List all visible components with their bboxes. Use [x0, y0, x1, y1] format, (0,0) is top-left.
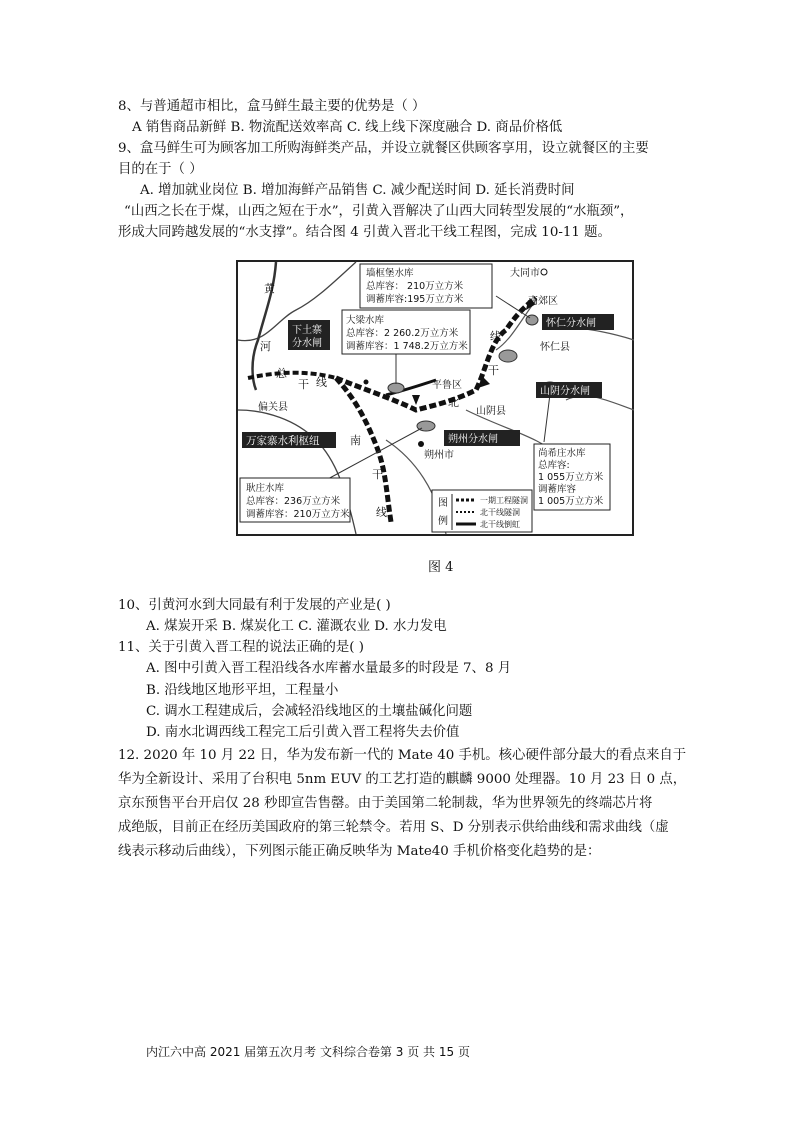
label-shanyin-county: 山阴县	[476, 406, 506, 417]
q8-options: A 销售商品新鲜 B. 物流配送效率高 C. 线上线下深度融合 D. 商品价格低	[132, 120, 563, 135]
q11-option-b: B. 沿线地区地形平坦，工程量小	[146, 683, 339, 698]
label-shangxi-cap2: 1 055万立方米	[538, 472, 604, 483]
label-gengzhuang-name: 耿庄水库	[246, 483, 285, 494]
q11-stem: 11、关于引黄入晋工程的说法正确的是( )	[118, 640, 364, 655]
label-shangxi-reg2: 1 005万立方米	[538, 496, 604, 507]
label-pianguan: 偏关县	[258, 402, 288, 413]
label-dalizhuang-reg: 调蓄库容：1 748.2万立方米	[346, 341, 468, 352]
page-footer: 内江六中高 2021 届第五次月考 文科综合卷第 3 页 共 15 页	[146, 1045, 470, 1059]
city-marker-icon	[364, 380, 369, 385]
q12-line2: 华为全新设计、采用了台积电 5nm EUV 的工艺打造的麒麟 9000 处理器。10 月 23 日 0 点，	[118, 772, 687, 787]
label-shuozhou: 朔州市	[424, 450, 454, 461]
label-shangxi-reg1: 调蓄库容	[538, 484, 577, 495]
label-zhuangbao-cap: 总库容： 210万立方米	[366, 281, 464, 292]
q8-stem: 8、与普通超市相比，盒马鲜生最主要的优势是（ ）	[118, 99, 426, 114]
label-dalizhuang-cap: 总库容：2 260.2万立方米	[346, 328, 459, 339]
q11-option-d: D. 南水北调西线工程完工后引黄入晋工程将失去价值	[146, 725, 460, 740]
label-xiatuzhai-1: 下土寨	[292, 325, 322, 336]
label-huairen-gate: 怀仁分水闸	[546, 318, 596, 329]
label-huairen-county: 怀仁县	[540, 342, 570, 353]
label-bei: 北	[448, 396, 459, 409]
label-yellow-river-2: 河	[260, 340, 271, 353]
q12-line5: 线表示移动后曲线），下列图示能正确反映华为 Mate40 手机价格变化趋势的是：	[118, 844, 601, 859]
label-datong: 大同市	[510, 268, 540, 279]
label-gan3: 干	[372, 468, 383, 481]
legend-item-1: 一期工程隧洞	[480, 496, 528, 505]
label-zhuangbao-reg: 调蓄库容:195万立方米	[366, 294, 464, 305]
q10-stem: 10、引黄河水到大同最有利于发展的产业是( )	[118, 598, 391, 613]
q12-line1: 12. 2020 年 10 月 22 日，华为发布新一代的 Mate 40 手机。核心硬件部分最大的看点来自于	[118, 748, 687, 763]
label-xiatuzhai-2: 分水闸	[292, 338, 322, 349]
q12-line3: 京东预售平台开启仅 28 秒即宣告售罄。由于美国第二轮制裁，华为世界领先的终端芯片将	[118, 796, 653, 811]
label-shuozhou-gate: 朔州分水闸	[448, 434, 498, 445]
label-wanjiazhai: 万家寨水利枢纽	[246, 435, 320, 447]
label-shanyin-gate: 山阴分水闸	[540, 386, 590, 397]
label-gengzhuang-cap: 总库容：236万立方米	[246, 496, 341, 507]
q9-stem-line2: 目的在于（ ）	[118, 162, 203, 177]
label-gengzhuang-reg: 调蓄库容：210万立方米	[246, 509, 350, 520]
figure-4-map	[236, 260, 634, 536]
label-pinglu: 平鲁区	[432, 380, 462, 391]
city-marker-icon	[418, 441, 424, 447]
label-gan2: 干	[488, 364, 499, 377]
legend-title-1: 图	[438, 498, 448, 509]
label-shangxi-cap1: 总库容:	[538, 460, 570, 471]
reservoir-icon	[499, 350, 517, 362]
label-yellow-river-1: 黄	[264, 282, 275, 295]
label-zong: 总	[276, 367, 287, 380]
q11-option-c: C. 调水工程建成后，会减轻沿线地区的土壤盐碱化问题	[146, 704, 473, 719]
figure-caption: 图 4	[428, 560, 454, 575]
label-nanjiao: 南郊区	[528, 296, 558, 307]
reservoir-icon	[388, 383, 404, 393]
legend-title-2: 例	[438, 516, 448, 527]
q12-line4: 成绝版，目前正在经历美国政府的第三轮禁令。若用 S、D 分别表示供给曲线和需求曲线（虚	[118, 820, 669, 835]
q9-options: A. 增加就业岗位 B. 增加海鲜产品销售 C. 减少配送时间 D. 延长消费时间	[140, 183, 575, 198]
legend-item-2: 北干线隧洞	[480, 508, 520, 517]
q11-option-a: A. 图中引黄入晋工程沿线各水库蓄水量最多的时段是 7、8 月	[146, 661, 512, 676]
label-xian3: 线	[376, 506, 387, 519]
label-dalizhuang-name: 大梁水库	[346, 315, 385, 326]
city-marker-icon	[480, 382, 485, 387]
label-xian1: 线	[316, 376, 327, 389]
q9-stem-line1: 9、盒马鲜生可为顾客加工所购海鲜类产品，并设立就餐区供顾客享用，设立就餐区的主要	[118, 141, 649, 156]
label-zhuangbao-name: 墙框堡水库	[366, 268, 414, 279]
label-xian2: 线	[490, 330, 501, 343]
label-shangxi-name: 尚希庄水库	[538, 448, 586, 459]
label-gan1: 干	[298, 378, 309, 391]
q10-options: A. 煤炭开采 B. 煤炭化工 C. 灌溉农业 D. 水力发电	[146, 619, 447, 634]
intro-line1: “山西之长在于煤，山西之短在于水”，引黄入晋解决了山西大同转型发展的“水瓶颈”，	[124, 204, 634, 219]
legend-item-3: 北干线倒虹	[480, 520, 520, 529]
label-nan: 南	[350, 434, 361, 447]
intro-line2: 形成大同跨越发展的“水支撑”。结合图 4 引黄入晋北干线工程图，完成 10-11 题。	[118, 225, 611, 240]
